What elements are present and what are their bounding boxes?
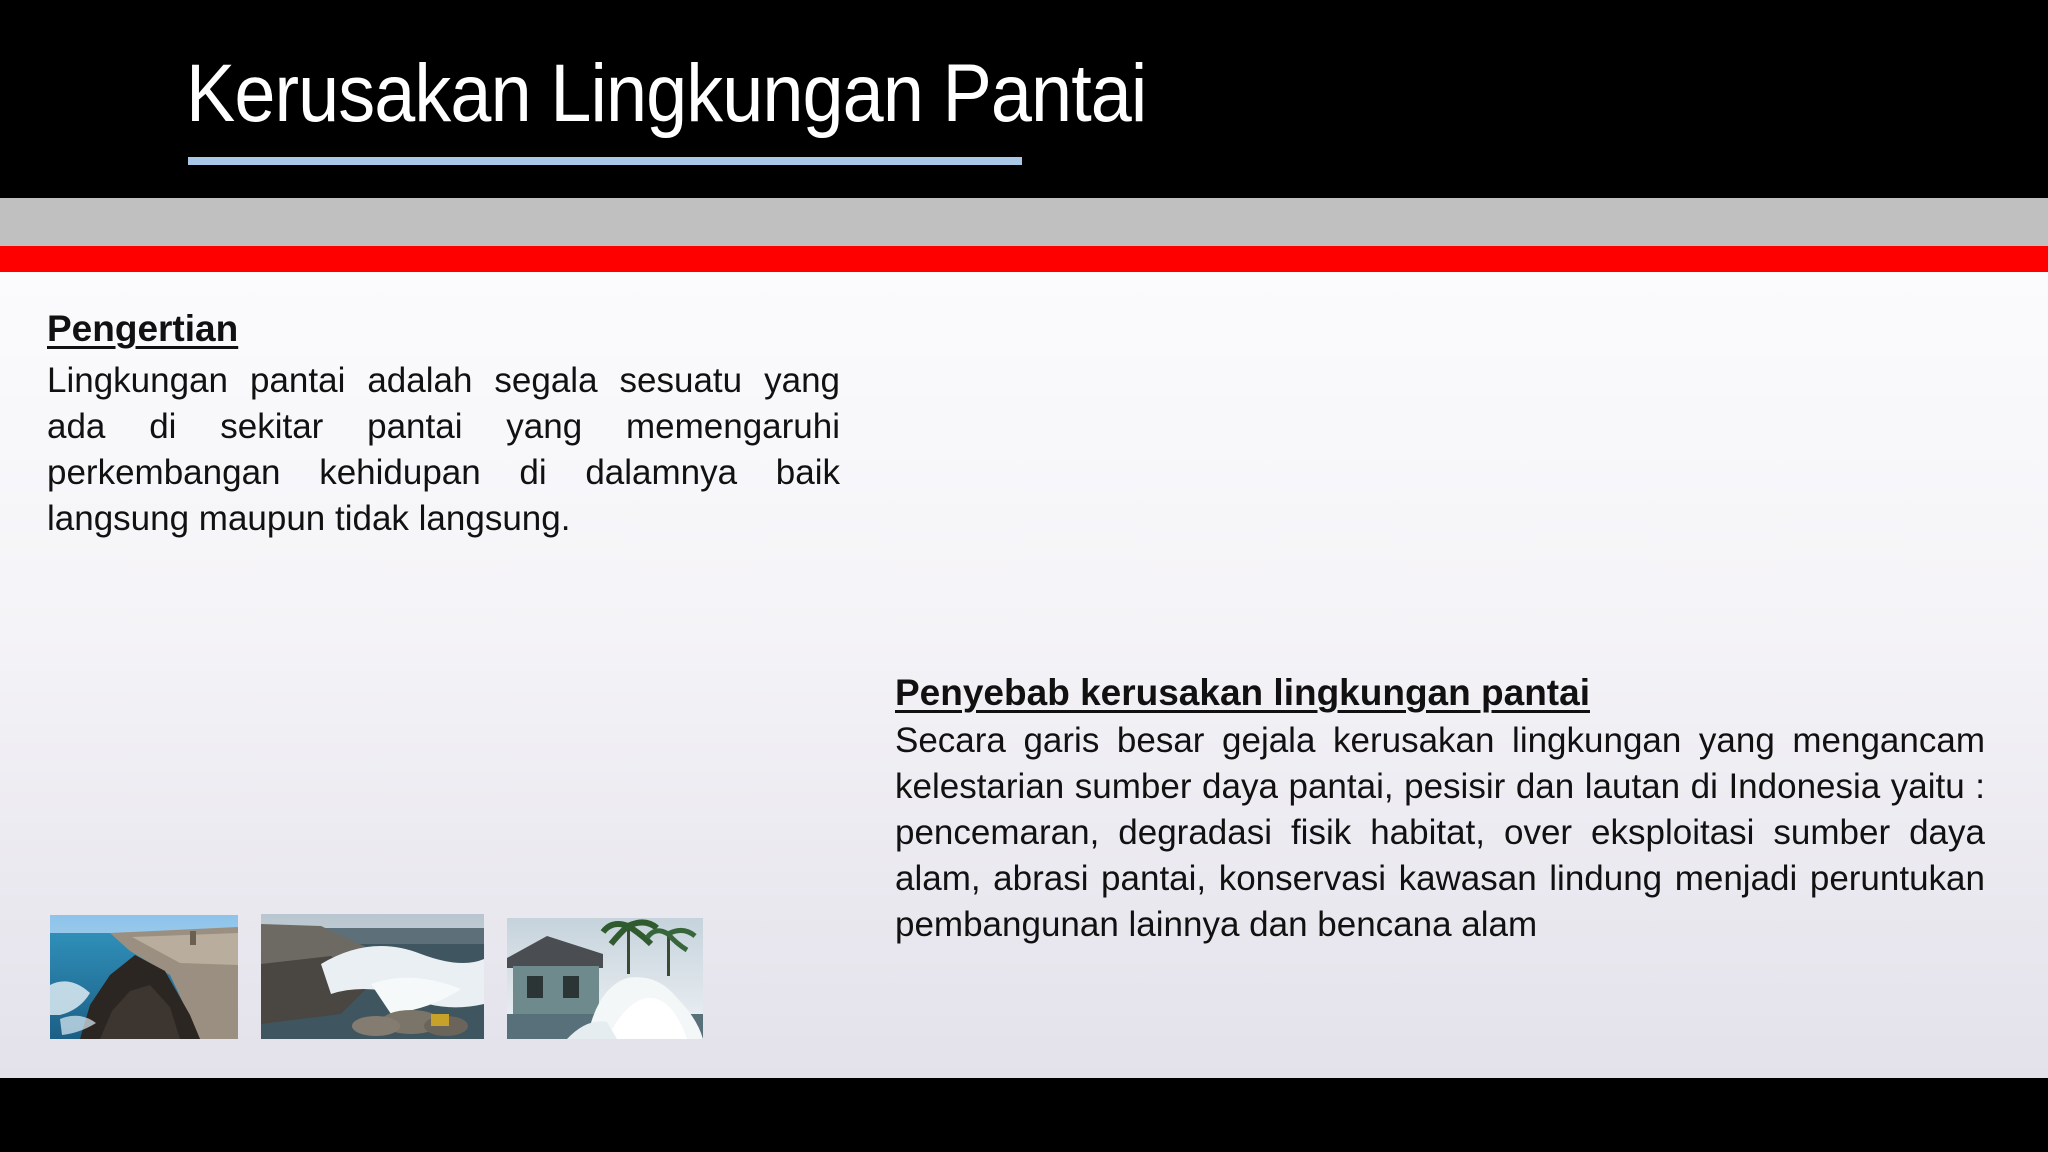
penyebab-text: Secara garis besar gejala kerusakan lingkungan yang mengancam kelestarian sumber daya pantai, pesisir dan lautan di Indonesia yaitu : pencemaran, degradasi fisik habitat, over eksploitasi sumber daya alam, abrasi pantai, konservasi kawasan lindung menjadi peruntukan pembangunan lainnya dan bencana alam	[895, 721, 1985, 944]
title-underline	[188, 157, 1022, 165]
penyebab-heading: Penyebab kerusakan lingkungan pantai	[895, 672, 1590, 713]
waves-hitting-seawall-photo	[261, 914, 484, 1039]
slide-title: Kerusakan Lingkungan Pantai	[186, 48, 1147, 139]
waves-hitting-house-photo	[507, 918, 703, 1039]
pengertian-text: Lingkungan pantai adalah segala sesuatu yang ada di sekitar pantai yang memengaruhi perkembangan kehidupan di dalamnya baik langsung maupun tidak langsung.	[47, 361, 840, 538]
eroded-coastline-photo	[50, 915, 238, 1039]
pengertian-heading: Pengertian	[47, 308, 239, 349]
footer-bar	[0, 1078, 2048, 1152]
red-divider-band	[0, 246, 2048, 272]
title-bar	[0, 0, 2048, 198]
gray-divider-band	[0, 198, 2048, 246]
